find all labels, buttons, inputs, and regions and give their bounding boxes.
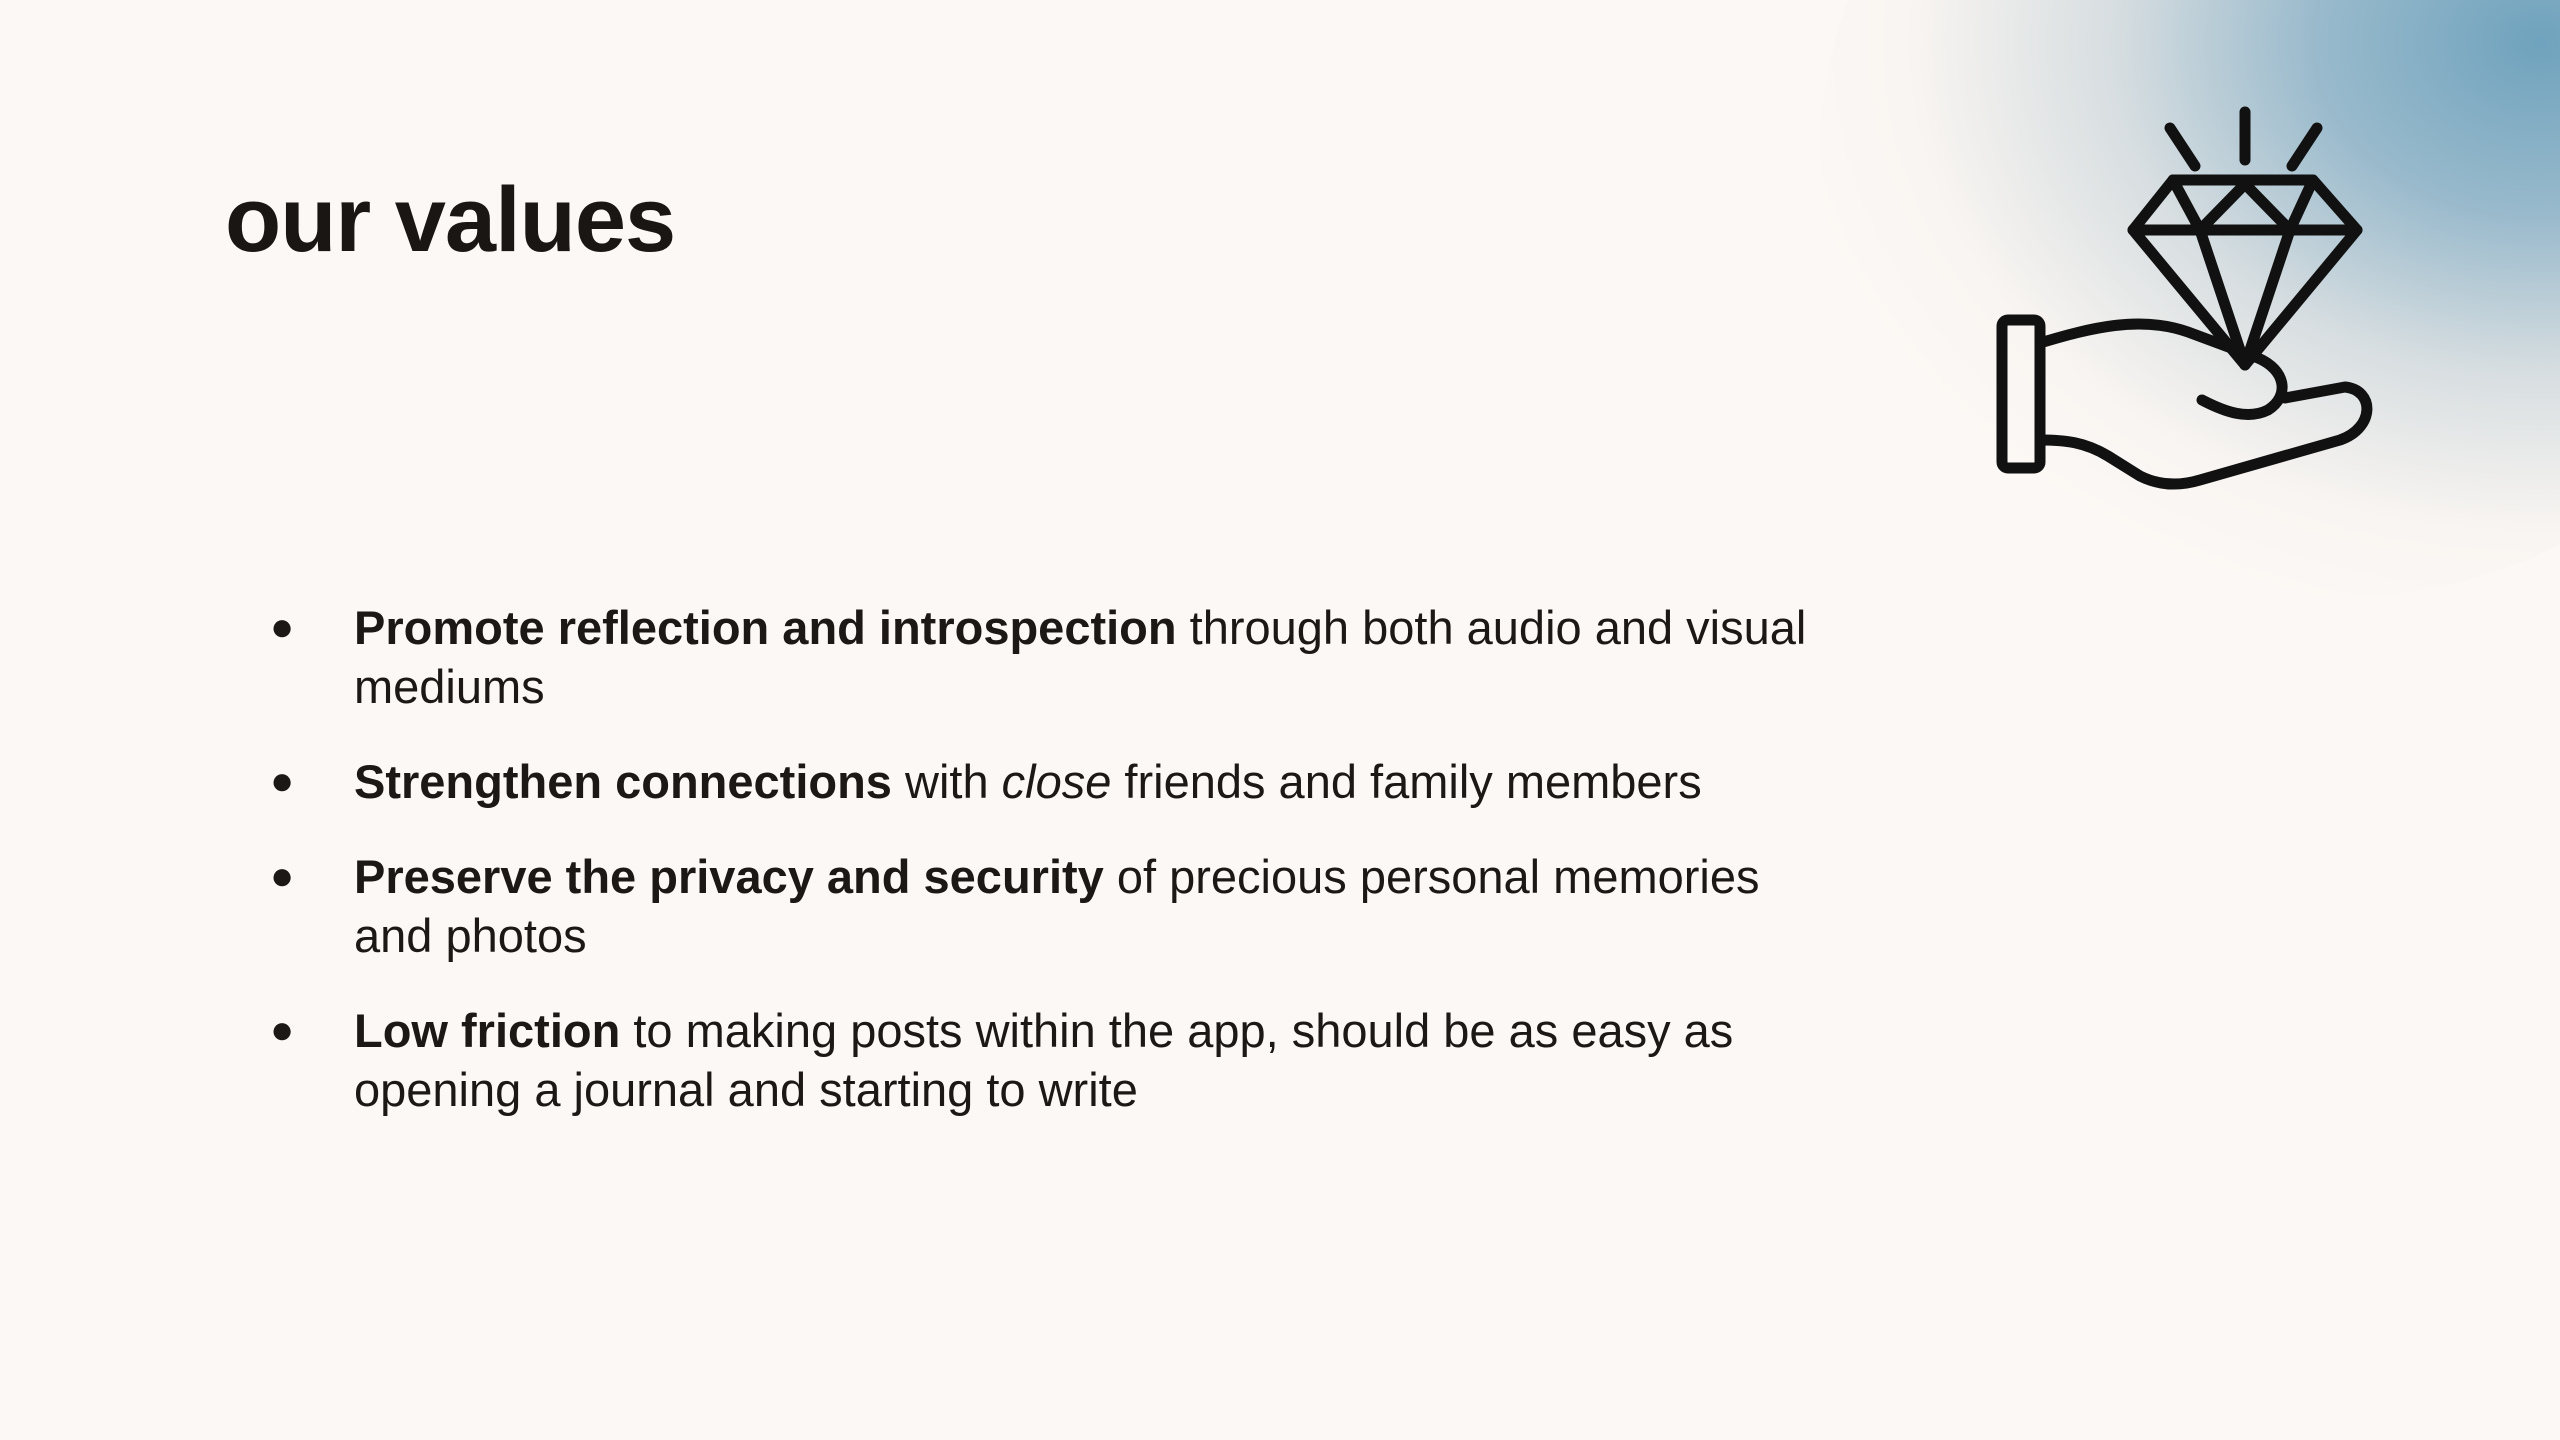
bullet-icon: ● (270, 854, 295, 898)
value-item-connections (262, 752, 1822, 811)
value-heading: Preserve the privacy and security (354, 850, 1104, 903)
sparkle-line (2170, 128, 2195, 166)
values-list (262, 598, 1822, 1155)
value-text: to making posts within the app, should be as easy as opening a journal and starting to write (354, 1004, 1734, 1116)
value-text: through both audio and visual mediums (354, 601, 1807, 713)
sleeve-cuff (2002, 320, 2040, 468)
diamond-outline (2133, 180, 2357, 365)
bullet-icon: ● (270, 1008, 295, 1052)
hand-holding-diamond-icon (1990, 100, 2390, 500)
value-text: with (891, 755, 1002, 808)
value-emphasis: close (1001, 755, 1112, 808)
value-item-privacy (262, 847, 1822, 965)
value-text: friends and family members (1111, 755, 1702, 808)
diamond-crown (2200, 184, 2290, 230)
value-heading: Strengthen connections (354, 755, 892, 808)
value-item-reflection (262, 598, 1822, 716)
bullet-icon: ● (270, 759, 295, 803)
value-item-low-friction (262, 1001, 1822, 1119)
sparkle-line (2292, 128, 2317, 166)
slide-title: our values (225, 169, 676, 271)
value-heading: Low friction (354, 1004, 621, 1057)
bullet-icon: ● (270, 605, 295, 649)
value-heading: Promote reflection and introspection (354, 601, 1177, 654)
value-text: of precious personal memories and photos (354, 850, 1760, 962)
